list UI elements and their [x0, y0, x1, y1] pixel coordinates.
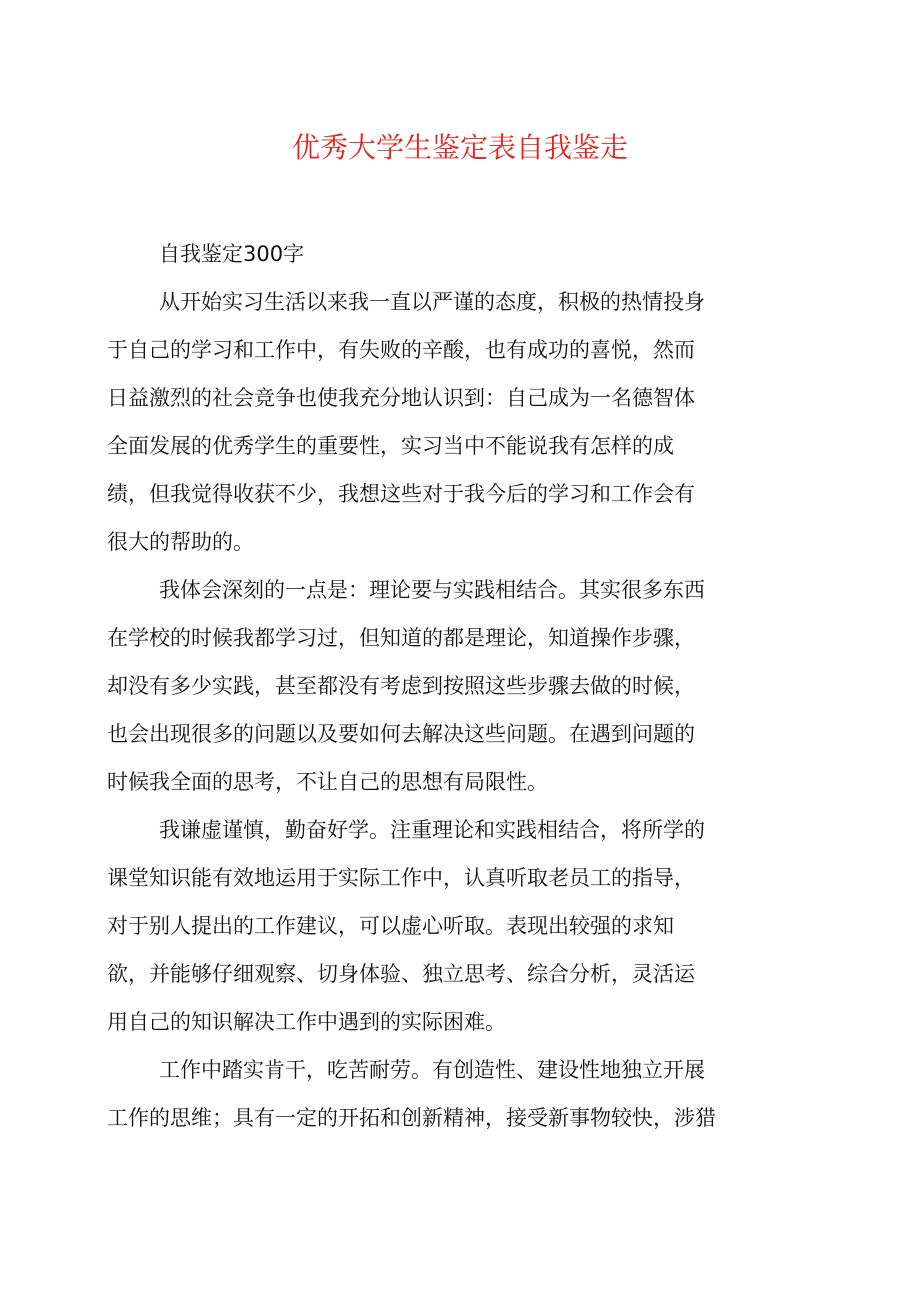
text-line: 日益激烈的社会竞争也使我充分地认识到：自己成为一名德智体 [107, 386, 695, 410]
text-line: 很大的帮助的。 [107, 530, 254, 554]
text-line: 从开始实习生活以来我一直以严谨的态度，积极的热情投身 [159, 290, 705, 314]
text-line: 于自己的学习和工作中，有失败的辛酸，也有成功的喜悦，然而 [107, 338, 695, 362]
text-line: 欲，并能够仔细观察、切身体验、独立思考、综合分析，灵活运 [107, 962, 695, 986]
text-line: 对于别人提出的工作建议，可以虚心听取。表现出较强的求知 [107, 914, 674, 938]
document-title: 优秀大学生鉴定表自我鉴走 [291, 131, 628, 164]
text-line: 全面发展的优秀学生的重要性，实习当中不能说我有怎样的成 [107, 434, 674, 458]
text-line: 课堂知识能有效地运用于实际工作中，认真听取老员工的指导， [107, 866, 695, 890]
text-line: 用自己的知识解决工作中遇到的实际困难。 [107, 1010, 506, 1034]
text-line: 我体会深刻的一点是：理论要与实践相结合。其实很多东西 [159, 578, 705, 602]
text-line: 工作的思维；具有一定的开拓和创新精神，接受新事物较快，涉猎 [107, 1106, 716, 1130]
text-line: 时候我全面的思考，不让自己的思想有局限性。 [107, 770, 548, 794]
text-line: 却没有多少实践，甚至都没有考虑到按照这些步骤去做的时候， [107, 674, 695, 698]
document-body [107, 230, 807, 1142]
text-line: 工作中踏实肯干，吃苦耐劳。有创造性、建设性地独立开展 [159, 1058, 705, 1082]
text-line: 在学校的时候我都学习过，但知道的都是理论，知道操作步骤， [107, 626, 695, 650]
text-line: 绩，但我觉得收获不少，我想这些对于我今后的学习和工作会有 [107, 482, 695, 506]
text-line: 我谦虚谨慎，勤奋好学。注重理论和实践相结合，将所学的 [159, 818, 705, 842]
text-line: 自我鉴定300字 [159, 242, 305, 266]
text-line: 也会出现很多的问题以及要如何去解决这些问题。在遇到问题的 [107, 722, 695, 746]
